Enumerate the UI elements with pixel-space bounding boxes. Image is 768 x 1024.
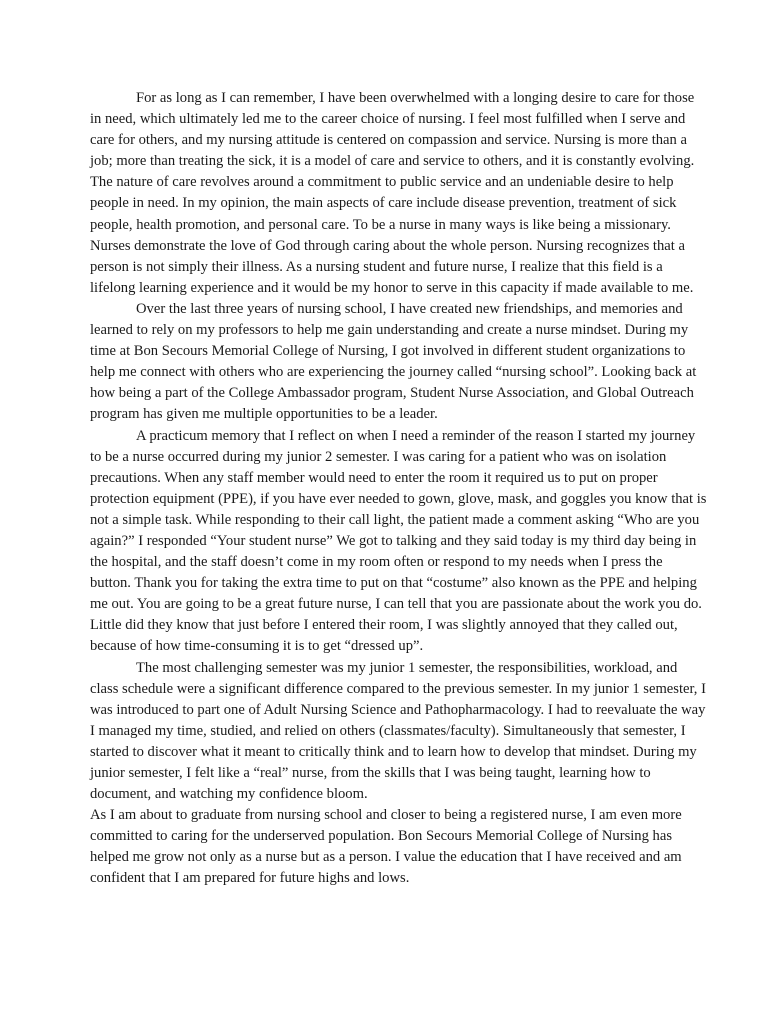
paragraph-challenging-semester: The most challenging semester was my junior 1 semester, the responsibilities, workload, and class schedule were a significant difference compared to the previous semester. In my junior 1 semester, I was introduced to part one of Adult Nursing Science and Pathopharmacology. I had to reevaluate the way I managed my time, studied, and relied on others (classmates/faculty). Simultaneously that semester, I started to discover what it meant to critically think and to learn how to develop that mindset. During my junior semester, I felt like a “real” nurse, from the skills that I was being taught, learning how to document, and watching my confidence bloom. (90, 659, 706, 803)
paragraph-practicum-memory: A practicum memory that I reflect on when I need a reminder of the reason I started my journey to be a nurse occurred during my junior 2 semester. I was caring for a patient who was on isolation precautions. When any staff member would need to enter the room it required us to put on proper protection equipment (PPE), if you have ever needed to gown, glove, mask, and goggles you know that is not a simple task. While responding to their call light, the patient made a comment asking “Who are you again?” I responded “Your student nurse” We got to talking and they said today is my third day being in the hospital, and the staff doesn’t come in my room often or respond to my needs when I press the button. Thank you for taking the extra time to put on that “costume” also known as the PPE and helping me out. You are going to be a great future nurse, I can tell that you are passionate about the work you do. Little did they know that just before I entered their room, I was slightly annoyed that they called out, because of how time-consuming it is to get “dressed up”. (90, 427, 707, 655)
paragraph-conclusion: As I am about to graduate from nursing school and closer to being a registered nurse, I am even more committed to caring for the underserved population. Bon Secours Memorial College of Nursing has helped me grow not only as a nurse but as a person. I value the education that I have received and am confident that I am prepared for future highs and lows. (90, 807, 682, 887)
paragraph-intro: For as long as I can remember, I have been overwhelmed with a longing desire to care for those in need, which ultimately led me to the career choice of nursing. I feel most fulfilled when I serve and care for others, and my nursing attitude is centered on compassion and service. Nursing is more than a job; more than treating the sick, it is a model of care and service to others, and it is constantly evolving. The nature of care revolves around a commitment to public service and an undeniable desire to help people in need. In my opinion, the main aspects of care include disease prevention, treatment of sick people, health promotion, and personal care. To be a nurse in many ways is like being a missionary. Nurses demonstrate the love of God through caring about the whole person. Nursing recognizes that a person is not simply their illness. As a nursing student and future nurse, I realize that this field is a lifelong learning experience and it would be my honor to serve in this capacity if made available to me. (90, 90, 695, 296)
essay-page (90, 88, 707, 890)
paragraph-nursing-school: Over the last three years of nursing school, I have created new friendships, and memories and learned to rely on my professors to help me gain understanding and create a nurse mindset. During my time at Bon Secours Memorial College of Nursing, I got involved in different student organizations to help me connect with others who are experiencing the journey called “nursing school”. Looking back at how being a part of the College Ambassador program, Student Nurse Association, and Global Outreach program has given me multiple opportunities to be a leader. (90, 300, 697, 423)
